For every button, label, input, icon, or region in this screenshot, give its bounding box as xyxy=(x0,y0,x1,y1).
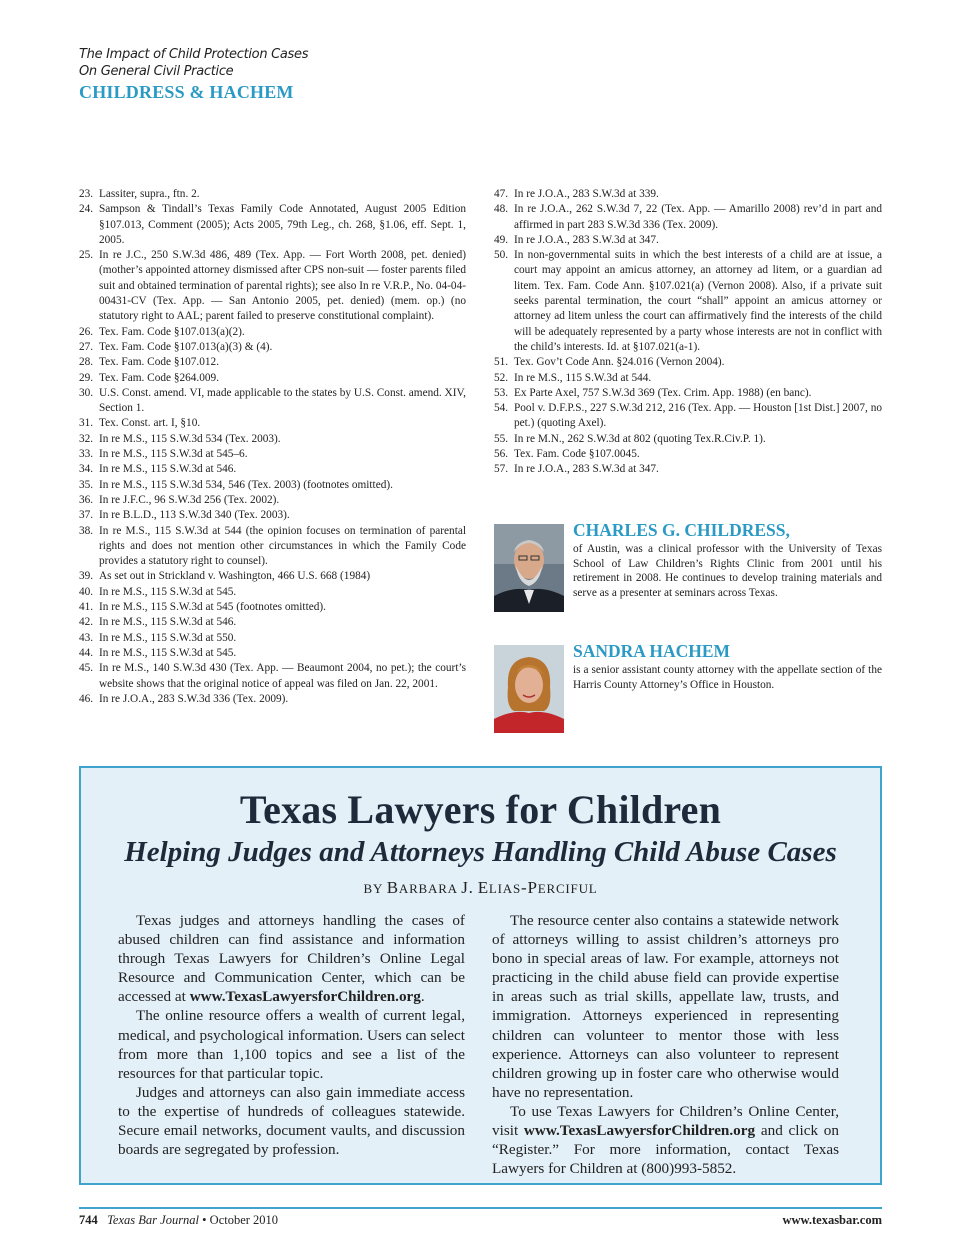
endnote-number: 53. xyxy=(494,386,509,399)
endnote-number: 38. xyxy=(79,524,94,537)
endnote xyxy=(79,340,466,355)
sidebar-column-2 xyxy=(492,911,839,1178)
endnote-text: Pool v. D.F.P.S., 227 S.W.3d 212, 216 (Tex. App. — Houston [1st Dist.] 2007, no pet.) (quoting Axel). xyxy=(514,402,882,430)
bio-name: CHARLES G. CHILDRESS, xyxy=(573,520,790,540)
endnote xyxy=(79,202,466,248)
endnote-text: In re J.O.A., 283 S.W.3d at 339. xyxy=(514,188,659,200)
endnote xyxy=(79,386,466,417)
bio-description: is a senior assistant county attorney with the appellate section of the Harris County Attorney’s Office in Houston. xyxy=(573,664,882,691)
paragraph: The online resource offers a wealth of current legal, medical, and psychological information. Users can select from more than 1,100 topics and see a list of the resources for that particular topic. xyxy=(118,1007,465,1082)
paragraph: To use Texas Lawyers for Children’s Online Center, visit www.TexasLawyersforChildren.org and click on “Register.” For more information, contact Texas Lawyers for Children at (800)993-5852. xyxy=(492,1102,839,1178)
endnote-text: Tex. Fam. Code §107.0045. xyxy=(514,448,640,461)
endnote xyxy=(79,661,466,692)
endnote xyxy=(494,233,882,248)
header-title-line1: The Impact of Child Protection Cases xyxy=(79,47,309,62)
footer-website[interactable]: www.texasbar.com xyxy=(782,1213,882,1227)
endnote-text: In re M.S., 115 S.W.3d at 545. xyxy=(99,585,237,598)
sidebar-box xyxy=(79,766,882,1185)
endnote xyxy=(494,386,882,401)
endnote-number: 30. xyxy=(79,386,94,399)
endnote xyxy=(494,462,882,477)
endnote xyxy=(494,432,882,447)
endnote-number: 42. xyxy=(79,616,94,629)
endnote-text: In re M.S., 115 S.W.3d at 550. xyxy=(99,631,237,644)
endnote-number: 45. xyxy=(79,662,94,675)
endnote-number: 51. xyxy=(494,356,509,369)
endnote-text: Tex. Fam. Code §264.009. xyxy=(99,371,220,384)
endnote xyxy=(79,248,466,324)
endnote-text: In re M.S., 115 S.W.3d at 545–6. xyxy=(99,448,248,461)
endnote xyxy=(79,447,466,462)
endnote-number: 46. xyxy=(79,692,94,705)
endnote xyxy=(79,569,466,584)
endnote-text: Ex Parte Axel, 757 S.W.3d 369 (Tex. Crim. App. 1988) (en banc). xyxy=(514,386,812,399)
header-authors: CHILDRESS & HACHEM xyxy=(79,82,294,102)
endnote xyxy=(494,355,882,370)
endnote xyxy=(494,202,882,233)
endnote-text: In re M.S., 115 S.W.3d at 545. xyxy=(99,646,237,659)
endnote-text: Lassiter, supra., ftn. 2. xyxy=(99,188,200,200)
endnote-number: 29. xyxy=(79,371,94,384)
endnote-text: In re M.N., 262 S.W.3d at 802 (quoting Tex.R.Civ.P. 1). xyxy=(514,432,766,445)
footer-left xyxy=(79,1213,278,1228)
paragraph: Texas judges and attorneys handling the cases of abused children can find assistance and information through Texas Lawyers for Children’s Online Legal Resource and Communication Center, which can be accessed at www.TexasLawyersforChildren.org. xyxy=(118,912,465,1006)
endnote-number: 41. xyxy=(79,601,94,614)
endnote-number: 25. xyxy=(79,249,94,262)
endnote-text: Sampson & Tindall’s Texas Family Code Annotated, August 2005 Edition §107.013, Comment (2005); Acts 2005, 79th Leg., ch. 268, §1.06, eff. Sept. 1, 2005. xyxy=(99,203,466,246)
endnote-number: 23. xyxy=(79,188,94,200)
endnote xyxy=(79,600,466,615)
endnote-text: Tex. Const. art. I, §10. xyxy=(99,417,201,430)
endnote-text: Tex. Fam. Code §107.013(a)(3) & (4). xyxy=(99,340,273,353)
sidebar-title: Texas Lawyers for Children xyxy=(239,787,722,832)
endnote xyxy=(494,248,882,355)
endnote-text: In re J.C., 250 S.W.3d 486, 489 (Tex. App. — Fort Worth 2008, pet. denied) (mother’s appointed attorney dismissed after CPS non-suit — foster parents filed suit and obtained termination of parental rights); see also In re V.R.P., No. 04-04-00431-CV (Tex. App. — San Antonio 2005, pet. denied) (mem. op.) (no statutory right to AAL; parent failed to preserve constitutional complaint). xyxy=(99,249,466,323)
endnote xyxy=(79,615,466,630)
endnote-number: 47. xyxy=(494,188,509,200)
endnote-number: 32. xyxy=(79,432,94,445)
endnote-text: In re M.S., 140 S.W.3d 430 (Tex. App. — Beaumont 2004, no pet.); the court’s website shows that the original notice of appeal was filed on Jan. 22, 2001. xyxy=(99,662,466,690)
endnote xyxy=(79,646,466,661)
endnote-number: 31. xyxy=(79,417,94,430)
endnote-number: 24. xyxy=(79,203,94,216)
endnote-text: In non-governmental suits in which the best interests of a child are at issue, a court may appoint an amicus attorney, an attorney ad litem, or a guardian ad litem. Tex. Fam. Code Ann. §107.021(a) (Vernon 2008). Also, if a private suit seeks parental termination, the court “shall” appoint an amicus attorney or attorney ad litem unless the court can affirmatively find the interests of the child will be adequately represented by a party whose interests are not in conflict with the child’s interests. Id. at §107.021(a-1). xyxy=(514,249,882,353)
endnote-text: In re J.F.C., 96 S.W.3d 256 (Tex. 2002). xyxy=(99,493,280,506)
endnote-text: In re M.S., 115 S.W.3d at 546. xyxy=(99,463,237,476)
endnote-text: In re M.S., 115 S.W.3d at 544. xyxy=(514,371,652,384)
bio-description: of Austin, was a clinical professor with the University of Texas School of Law Children’s Rights Clinic from 2001 until his retirement in 2008. He continues to develop training materials and serve as a presenter at seminars across Texas. xyxy=(573,543,882,599)
endnote-number: 33. xyxy=(79,448,94,461)
endnote-number: 40. xyxy=(79,585,94,598)
endnote-text: Tex. Gov’t Code Ann. §24.016 (Vernon 2004). xyxy=(514,356,725,369)
endnote-number: 48. xyxy=(494,203,509,216)
endnote xyxy=(79,416,466,431)
endnote-number: 49. xyxy=(494,233,509,246)
endnote-number: 39. xyxy=(79,570,94,583)
endnote-number: 35. xyxy=(79,478,94,491)
endnote xyxy=(79,462,466,477)
endnote-text: In re J.O.A., 283 S.W.3d at 347. xyxy=(514,233,659,246)
bio-name: SANDRA HACHEM xyxy=(573,641,731,661)
endnote-text: Tex. Fam. Code §107.012. xyxy=(99,356,220,369)
endnote xyxy=(79,585,466,600)
endnote-text: Tex. Fam. Code §107.013(a)(2). xyxy=(99,325,245,338)
endnote-number: 57. xyxy=(494,463,509,476)
sidebar-byline: BY BARBARA J. ELIAS-PERCIFUL xyxy=(363,878,598,897)
sidebar-column-1 xyxy=(118,911,465,1159)
endnote-number: 36. xyxy=(79,493,94,506)
endnote-text: In re J.O.A., 283 S.W.3d at 347. xyxy=(514,463,659,476)
endnote-text: In re J.O.A., 283 S.W.3d 336 (Tex. 2009). xyxy=(99,692,289,705)
endnote-number: 26. xyxy=(79,325,94,338)
endnote-text: In re J.O.A., 262 S.W.3d 7, 22 (Tex. App. — Amarillo 2008) rev’d in part and affirmed in part 283 S.W.3d 336 (Tex. 2009). xyxy=(514,203,882,231)
endnotes-right-column xyxy=(494,187,882,478)
endnote-number: 43. xyxy=(79,631,94,644)
endnote xyxy=(79,493,466,508)
childress-photo xyxy=(494,524,564,612)
endnote-number: 37. xyxy=(79,509,94,522)
endnote xyxy=(79,371,466,386)
endnote-text: In re B.L.D., 113 S.W.3d 340 (Tex. 2003). xyxy=(99,509,290,522)
endnote-text: In re M.S., 115 S.W.3d at 545 (footnotes omitted). xyxy=(99,601,326,614)
endnote xyxy=(79,478,466,493)
endnote xyxy=(79,524,466,570)
paragraph: Judges and attorneys can also gain immediate access to the expertise of hundreds of colleagues statewide. Secure email networks, document vaults, and discussion boards are segregated by profession. xyxy=(118,1083,465,1159)
endnote xyxy=(79,355,466,370)
endnote-number: 52. xyxy=(494,371,509,384)
sidebar-subtitle: Helping Judges and Attorneys Handling Child Abuse Cases xyxy=(124,836,837,868)
endnote xyxy=(494,371,882,386)
hachem-photo xyxy=(494,645,564,733)
endnote xyxy=(494,401,882,432)
issue-date: October 2010 xyxy=(209,1213,279,1227)
endnote xyxy=(79,325,466,340)
endnote xyxy=(494,447,882,462)
endnote xyxy=(79,432,466,447)
page-footer xyxy=(79,1207,882,1227)
endnote xyxy=(79,187,466,202)
paragraph: The resource center also contains a statewide network of attorneys willing to assist children’s attorneys pro bono in special areas of law. For example, attorneys not practicing in the child abuse field can provide expertise in areas such as trial skills, appellate law, trusts, and immigration. Attorneys experienced in representing children can volunteer to mentor those with less experience. Attorneys can also volunteer to represent children growing up in foster care who otherwise would have no representation. xyxy=(492,912,839,1101)
endnote xyxy=(494,187,882,202)
header-title-line2: On General Civil Practice xyxy=(79,64,234,79)
endnote xyxy=(79,508,466,523)
endnote-number: 44. xyxy=(79,646,94,659)
endnote xyxy=(79,692,466,707)
endnote-text: In re M.S., 115 S.W.3d at 544 (the opinion focuses on termination of parental rights and does not mention other circumstances in which the Family Code provides a statutory right to counsel). xyxy=(99,524,466,568)
website-link[interactable]: www.TexasLawyersforChildren.org xyxy=(189,988,421,1006)
website-link[interactable]: www.TexasLawyersforChildren.org xyxy=(523,1122,756,1140)
endnote-number: 27. xyxy=(79,340,94,353)
endnote-text: In re M.S., 115 S.W.3d 534 (Tex. 2003). xyxy=(99,432,281,445)
endnote-number: 34. xyxy=(79,463,94,476)
endnote-text: As set out in Strickland v. Washington, 466 U.S. 668 (1984) xyxy=(99,570,371,583)
footer-separator: • xyxy=(202,1213,207,1227)
endnote-text: U.S. Const. amend. VI, made applicable to the states by U.S. Const. amend. XIV, Section 1. xyxy=(99,386,466,415)
endnote-text: In re M.S., 115 S.W.3d 534, 546 (Tex. 2003) (footnotes omitted). xyxy=(99,478,393,491)
journal-name: Texas Bar Journal xyxy=(107,1213,200,1227)
endnote-number: 54. xyxy=(494,402,509,415)
endnote-text: In re M.S., 115 S.W.3d at 546. xyxy=(99,616,237,629)
endnote-number: 56. xyxy=(494,448,509,461)
endnotes-left-column xyxy=(79,187,466,707)
page-number: 744 xyxy=(79,1213,98,1227)
endnote-number: 55. xyxy=(494,432,509,445)
endnote-number: 28. xyxy=(79,356,94,369)
running-header xyxy=(79,46,479,103)
endnote-number: 50. xyxy=(494,249,509,262)
endnote xyxy=(79,631,466,646)
